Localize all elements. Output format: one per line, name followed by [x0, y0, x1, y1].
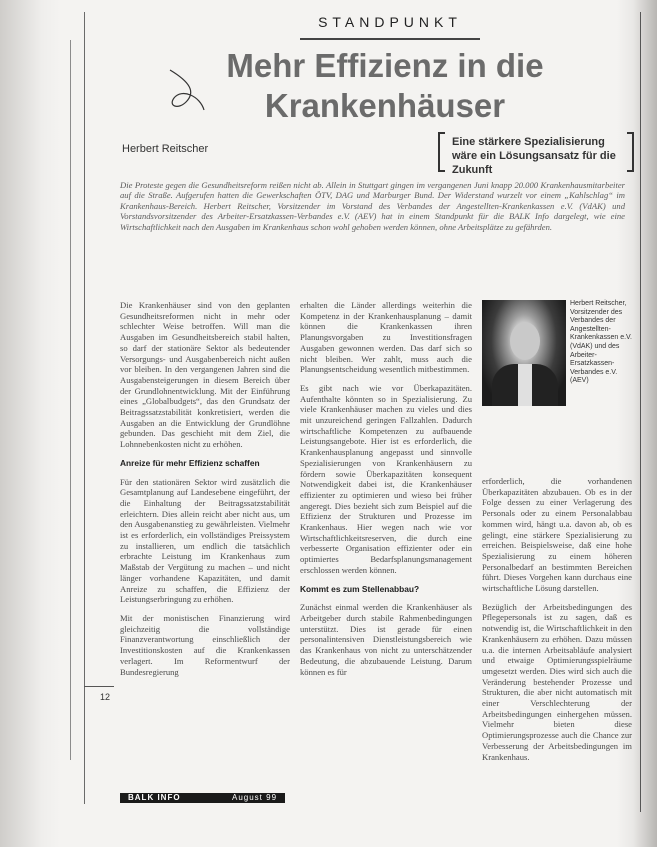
article-tagline	[438, 132, 638, 176]
photo-caption: Herbert Reitscher, Vorsitzender des Verbandes der Angestellten-Krankenkassen e.V. (VdAK) und des Arbeiter-Ersatzkassen-Verbandes e.V. (AEV)	[570, 300, 633, 385]
title-line-1: Mehr Effizienz in die	[226, 47, 544, 84]
subheading: Kommt es zum Stellenabbau?	[300, 583, 420, 594]
paragraph: Die Krankenhäuser sind von den geplanten Gesundheitsreformen nicht in mehr oder schlechter Weise betroffen. Will man die Ausgaben im Gesundheitsbereich stabil halten, so darf der stationäre Sektor als bedeutender Versorgungs- und Ausgabenbereich nicht außen vor bleiben. In den vergangenen Jahren sind die Ausgabensteigerungen in diesem Bereich über der Grundlohnentwicklung. Mit der Einführung eines „Globalbudgets“, das den Grundsatz der Beitragssatzstabilität konkretisiert, werden die Ausgaben an die Entwicklung der Grundlöhne gebunden. Das geschieht mit dem Ziel, die Lohnnebenkosten nicht zu erhöhen.	[120, 300, 290, 450]
photo-shirt	[518, 364, 532, 406]
paragraph: Es gibt nach wie vor Überkapazitäten. Aufenthalte könnten so in Spezialisierung. Zu viele Krankenhäuser machen zu vieles und dies mit unzureichend geringen Fallzahlen. Dadurch wirtschaftliche Kompetenzen zu aufbauende Leistungsangebote. Hier ist es erforderlich, die Krankenhausplanung angepasst und sinnvolle Spezialisierungen von Krankenhäusern zu fördern sowie Überkapazitäten konsequent Notwendigkeit dabei ist, die Krankenhäuser effizienter zu optimieren und wieso bei früher angeregt. Dies bezieht sich zum Beispiel auf die Effizienz der Strukturen und Prozesse im Krankenhaus. Hier wegen nach wie vor Wirtschaftlichkeitsreserven, die durch eine verbesserte Organisation effizienter oder ein optimiertes Bedarfsplanungsmanagement erschlossen werden können.	[300, 382, 472, 575]
text-column-1	[120, 300, 290, 792]
paragraph: erhalten die Länder allerdings weiterhin die Kompetenz in der Krankenhausplanung – damit können die Krankenkassen ihren Planungsvorgaben zu Investitionsfragen Ausgaben gewonnen werden. Das darf sich so nicht bleiben. Wer zahlt, muss auch die Planungsentscheidung wesentlich mitbestimmen.	[300, 300, 472, 375]
right-frame-rule	[640, 12, 641, 812]
article-title	[200, 46, 570, 126]
subheading: Anreize für mehr Effizienz schaffen	[120, 457, 260, 468]
paragraph: Für den stationären Sektor wird zusätzlich die Gesamtplanung auf Landesebene eingeführt, der die Einhaltung der Beitragssatzstabilität erleichtern. Dies allein reicht aber nicht aus, um den Ausgabenanstieg zu gewährleisten. Vielmehr ist es erforderlich, ein vollständiges Preissystem zu installieren, um endlich die tatsächlich erbrachte Leistung im Krankenhaus zum Maßstab der Vergütung zu machen – und nicht länger vorhandene Kapazitäten, und damit Anreize zu schaffen, die Effizienz der Leistungserbringung zu erhöhen.	[120, 476, 290, 605]
paragraph: Mit der monistischen Finanzierung wird gleichzeitig die vollständige Finanzverantwortung einschließlich der Investitionskosten auf die Krankenkassen verlagert. Im Reformentwurf der Bundesregierung	[120, 612, 290, 677]
page-number-rule	[84, 686, 114, 687]
author-name: Herbert Reitscher	[122, 143, 209, 155]
title-line-2: Krankenhäuser	[264, 87, 506, 124]
paragraph: Bezüglich der Arbeitsbedingungen des Pflegepersonals ist zu sagen, daß es notwendig ist, die Wirtschaftlichkeit in den Krankenhäusern zu erhöhen. Dazu müssen u.a. die internen Arbeitsabläufe analysiert und etwaige Optimierungsspielräume umgesetzt werden. Dies wird sich auch die Veränderung bestehender Prozesse und Strukturen, die aber nicht automatisch mit einer Verschlechterung der Arbeitsbedingungen einhergehen müssen. Vielmehr bieten diese Optimierungsprozesse auch die Chance zur Verbesserung der Arbeitsbedingungen im Krankenhaus.	[482, 601, 632, 762]
right-bracket	[627, 132, 634, 172]
kicker-rule	[300, 38, 480, 40]
section-kicker: STANDPUNKT	[318, 14, 462, 30]
footer-date: August 99	[232, 793, 278, 802]
page-number: 12	[100, 692, 111, 702]
paragraph: erforderlich, die vorhandenen Überkapazitäten abzubauen. Ob es in der Folge dessen zu einer Verlagerung des Personals oder zu einem Personalabbau kommen wird, hängt u.a. davon ab, ob es gelingt, eine stärkere Spezialisierung zu erreichen. Beispielsweise, daß eine hohe Spezialisierung zu einem höheren Personalbedarf an bestimmten Bereichen führt. Dieses Vorgehen kann durchaus eine wirtschaftliche Lösung darstellen.	[482, 476, 632, 594]
text-column-2	[300, 300, 472, 792]
author-photo	[482, 300, 566, 406]
tagline-text: Eine stärkere Spezialisierung wäre ein Lösungsansatz für die Zukunft	[452, 136, 616, 176]
intro-paragraph: Die Proteste gegen die Gesundheitsreform reißen nicht ab. Allein in Stuttgart gingen im vergangenen Juni knapp 20.000 Krankenhausmitarbeiter auf die Straße. Aufgerufen hatten die Gewerkschaften ÖTV, DAG und Marburger Bund. Der Widerstand wurzelt vor einem „Kahlschlag“ im Krankenhaus-Bereich. Herbert Reitscher, Vorsitzender im Vorstand des Verbandes der Angestellten-Krankenkassen e.V. (VdAK) und Vorstandsvorsitzender des Arbeiter-Ersatzkassen-Verbandes e.V. (AEV) hat in einem Standpunkt für die BALK Info dargelegt, wie eine Wirtschaftlichkeit nach den Ausgaben im Krankenhaus schon wohl gehoben werden können, ohne Arbeitsplätze zu gefährden.	[120, 180, 625, 232]
paragraph: Zunächst einmal werden die Krankenhäuser als Arbeitgeber durch stabile Rahmenbedingungen unterstützt. Dies ist gerade für einen personalintensiven Dienstleistungsbereich wie das Krankenhaus von nicht zu unterschätzender Bedeutung, die abzubauende Leistung. Darum können es für	[300, 602, 472, 677]
photo-face	[510, 322, 540, 360]
binding-shadow	[0, 0, 60, 847]
left-bracket	[438, 132, 445, 172]
left-inner-rule	[70, 40, 71, 760]
text-column-3	[482, 476, 632, 776]
footer-publication: BALK INFO	[128, 793, 181, 802]
